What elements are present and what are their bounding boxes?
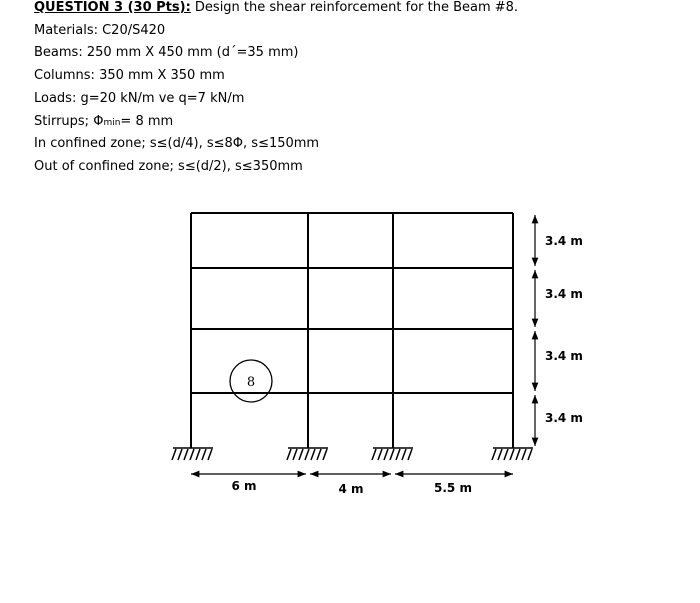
columns-line: Columns: 350 mm X 350 mm xyxy=(34,68,225,83)
question-heading: QUESTION 3 (30 Pts): xyxy=(34,0,191,15)
beams-line: Beams: 250 mm X 450 mm (d´=35 mm) xyxy=(34,45,299,60)
confined-zone-line: In confined zone; s≤(d/4), s≤8Φ, s≤150mm xyxy=(34,136,320,151)
unconfined-zone-line: Out of confined zone; s≤(d/2), s≤350mm xyxy=(34,159,303,174)
fixed-support-icon xyxy=(372,448,413,460)
stirrups-suffix: = 8 mm xyxy=(120,114,174,129)
materials-line: Materials: C20/S420 xyxy=(34,23,166,38)
fixed-supports xyxy=(172,448,533,460)
question-prompt: Design the shear reinforcement for the Beam #8. xyxy=(194,0,519,15)
story-height-label: 3.4 m xyxy=(545,411,583,425)
beam-label: 8 xyxy=(246,375,256,390)
story-height-label: 3.4 m xyxy=(545,349,583,363)
fixed-support-icon xyxy=(492,448,533,460)
stirrups-prefix: Stirrups; Φ xyxy=(34,114,104,129)
story-height-label: 3.4 m xyxy=(545,234,583,248)
span-length-label: 5.5 m xyxy=(434,481,472,495)
loads-line: Loads: g=20 kN/m ve q=7 kN/m xyxy=(34,91,245,106)
span-length-label: 4 m xyxy=(338,482,364,496)
fixed-support-icon xyxy=(172,448,213,460)
span-length-label: 6 m xyxy=(231,479,257,493)
frame-members xyxy=(191,213,513,448)
stirrups-subscript: min xyxy=(103,118,121,128)
story-height-label: 3.4 m xyxy=(545,287,583,301)
fixed-support-icon xyxy=(287,448,328,460)
